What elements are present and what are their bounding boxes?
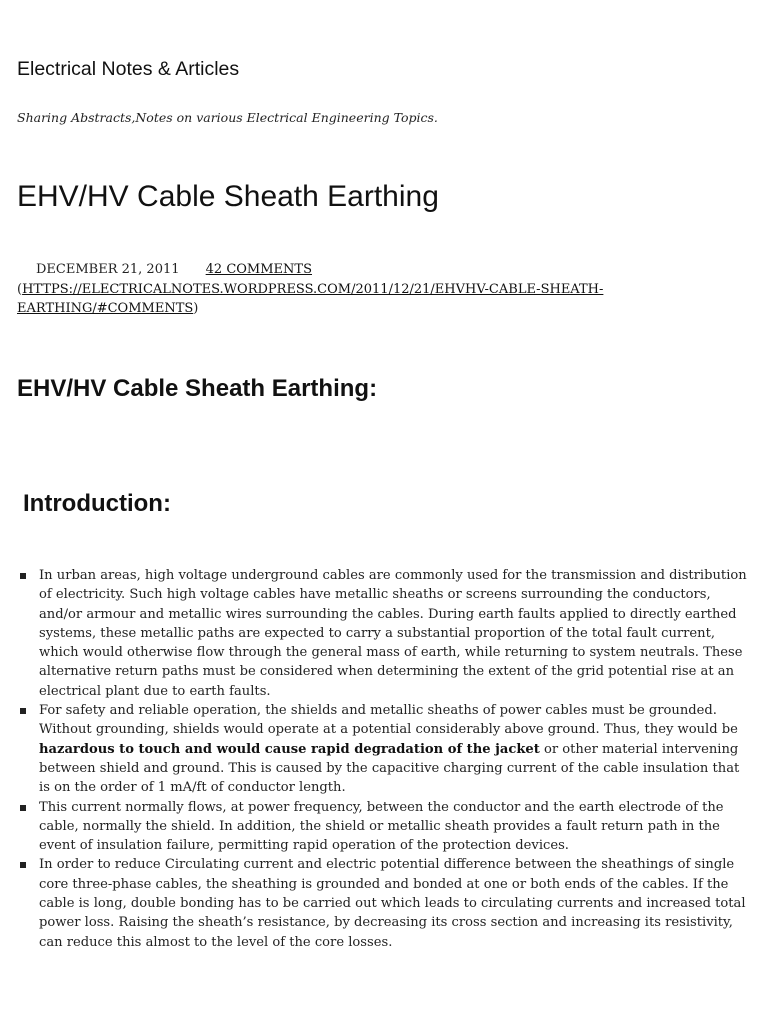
site-tagline: Sharing Abstracts,Notes on various Electrical Engineering Topics.	[17, 110, 438, 125]
content-heading: EHV/HV Cable Sheath Earthing:	[17, 375, 378, 402]
post-meta	[17, 260, 717, 319]
site-title[interactable]: Electrical Notes & Articles	[17, 58, 240, 80]
post-title: EHV/HV Cable Sheath Earthing	[17, 180, 439, 213]
url-paren-open: (	[17, 281, 23, 297]
list-item	[19, 701, 751, 797]
url-paren-close: )	[193, 301, 199, 316]
list-item: In urban areas, high voltage underground cables are commonly used for the transmission and distribution of electricity. Such high voltage cables have metallic sheaths or screens surrounding the conductors, and/or armour and metallic wires surrounding the cables. During earth faults applied to directly earthed systems, these metallic paths are expected to carry a substantial proportion of the total fault current, which would otherwise flow through the general mass of earth, while returning to system neutrals. These alternative return paths must be considered when determining the extent of the grid potential rise at an electrical plant due to earth faults.	[19, 566, 751, 701]
bullet-bold-text: hazardous to touch and would cause rapid degradation of the jacket	[39, 741, 540, 757]
bullet-text: For safety and reliable operation, the shields and metallic sheaths of power cables must be grounded. Without grounding, shields would operate at a potential considerably above ground. Thus, they would be	[39, 703, 738, 738]
list-item: In order to reduce Circulating current and electric potential difference between the sheathings of single core three-phase cables, the sheathing is grounded and bonded at one or both ends of the cables. If the cable is long, double bonding has to be carried out which leads to circulating currents and increased total power loss. Raising the sheath’s resistance, by decreasing its cross section and increasing its resistivity, can reduce this almost to the level of the core losses.	[19, 855, 751, 951]
comments-link[interactable]: 42 COMMENTS	[205, 262, 312, 277]
post-date: DECEMBER 21, 2011	[36, 262, 180, 277]
comments-url-link[interactable]: HTTPS://ELECTRICALNOTES.WORDPRESS.COM/2011/12/21/EHVHV-CABLE-SHEATH-EARTHING/#COMMENTS	[17, 281, 604, 316]
bullet-list	[19, 566, 751, 952]
list-item: This current normally flows, at power frequency, between the conductor and the earth electrode of the cable, normally the shield. In addition, the shield or metallic sheath provides a fault return path in the event of insulation failure, permitting rapid operation of the protection devices.	[19, 798, 751, 856]
bullet-text: or other material intervening between shield and ground. This is caused by the capacitive charging current of the cable insulation that is on the order of 1 mA/ft of conductor length.	[39, 741, 740, 796]
introduction-heading: Introduction:	[23, 490, 171, 517]
